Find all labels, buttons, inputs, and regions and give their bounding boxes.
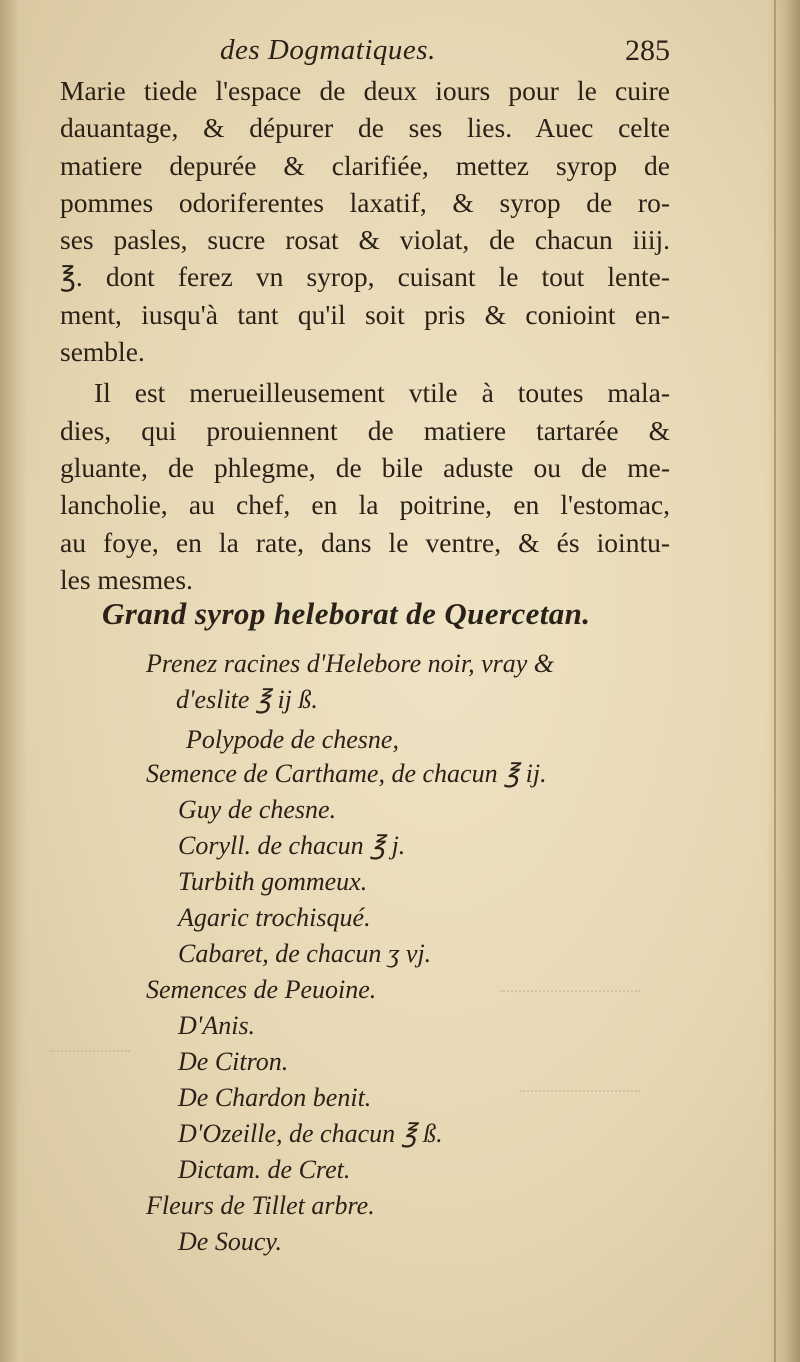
second-paragraph	[60, 374, 670, 598]
body-line: dies, qui prouiennent de matiere tartarée &	[60, 414, 670, 446]
body-line: ment, iusqu'à tant qu'il soit pris & conioint en-	[60, 298, 670, 330]
show-through-mark	[520, 1060, 640, 1092]
recipe-line: Semence de Carthame, de chacun ℥ ij.	[146, 759, 547, 788]
page-number: 285	[625, 34, 670, 67]
body-line: lancholie, au chef, en la poitrine, en l'estomac,	[60, 489, 670, 521]
body-line: ℥. dont ferez vn syrop, cuisant le tout lente-	[60, 261, 670, 293]
recipe-line: d'eslite ℥ ij ß.	[176, 685, 318, 714]
recipe-line: Polypode de chesne,	[186, 725, 399, 754]
body-line: semble.	[60, 336, 145, 368]
running-head: des Dogmatiques.	[220, 34, 436, 66]
show-through-mark	[50, 1010, 130, 1052]
recipe-line: Fleurs de Tillet arbre.	[146, 1191, 375, 1220]
recipe-line: Agaric trochisqué.	[178, 903, 371, 932]
recipe-line: Turbith gommeux.	[178, 867, 368, 896]
body-line: les mesmes.	[60, 563, 193, 595]
body-line: Il est merueilleusement vtile à toutes mala-	[94, 377, 670, 409]
recipe-line: Semences de Peuoine.	[146, 975, 377, 1004]
recipe-line: D'Anis.	[178, 1011, 256, 1040]
recipe-line: Coryll. de chacun ℥ j.	[178, 831, 406, 860]
page-left-edge	[0, 0, 28, 1362]
body-line: au foye, en la rate, dans le ventre, & és iointu-	[60, 526, 670, 558]
body-line: dauantage, & dépurer de ses lies. Auec celte	[60, 112, 670, 144]
recipe-line: Guy de chesne.	[178, 795, 337, 824]
body-line: gluante, de phlegme, de bile aduste ou de me-	[60, 451, 670, 483]
section-heading: Grand syrop heleborat de Quercetan.	[102, 596, 591, 631]
recipe-line: De Citron.	[178, 1047, 289, 1076]
recipe-line: De Chardon benit.	[178, 1083, 372, 1112]
page-right-edge	[766, 0, 800, 1362]
show-through-mark	[500, 960, 640, 992]
body-line: pommes odoriferentes laxatif, & syrop de ro-	[60, 186, 670, 218]
body-line: Marie tiede l'espace de deux iours pour le cuire	[60, 75, 670, 106]
body-line: matiere depurée & clarifiée, mettez syrop de	[60, 149, 670, 181]
body-text	[60, 72, 670, 598]
recipe-line: De Soucy.	[178, 1227, 282, 1256]
page-header	[60, 30, 670, 74]
recipe-line: Prenez racines d'Helebore noir, vray &	[146, 649, 554, 678]
recipe-line: Dictam. de Cret.	[178, 1155, 351, 1184]
page-fold-line	[774, 0, 776, 1362]
body-line: ses pasles, sucre rosat & violat, de chacun iiij.	[60, 224, 670, 256]
recipe-line: Cabaret, de chacun ʒ vj.	[178, 939, 432, 968]
recipe-line: D'Ozeille, de chacun ℥ ß.	[178, 1119, 443, 1148]
